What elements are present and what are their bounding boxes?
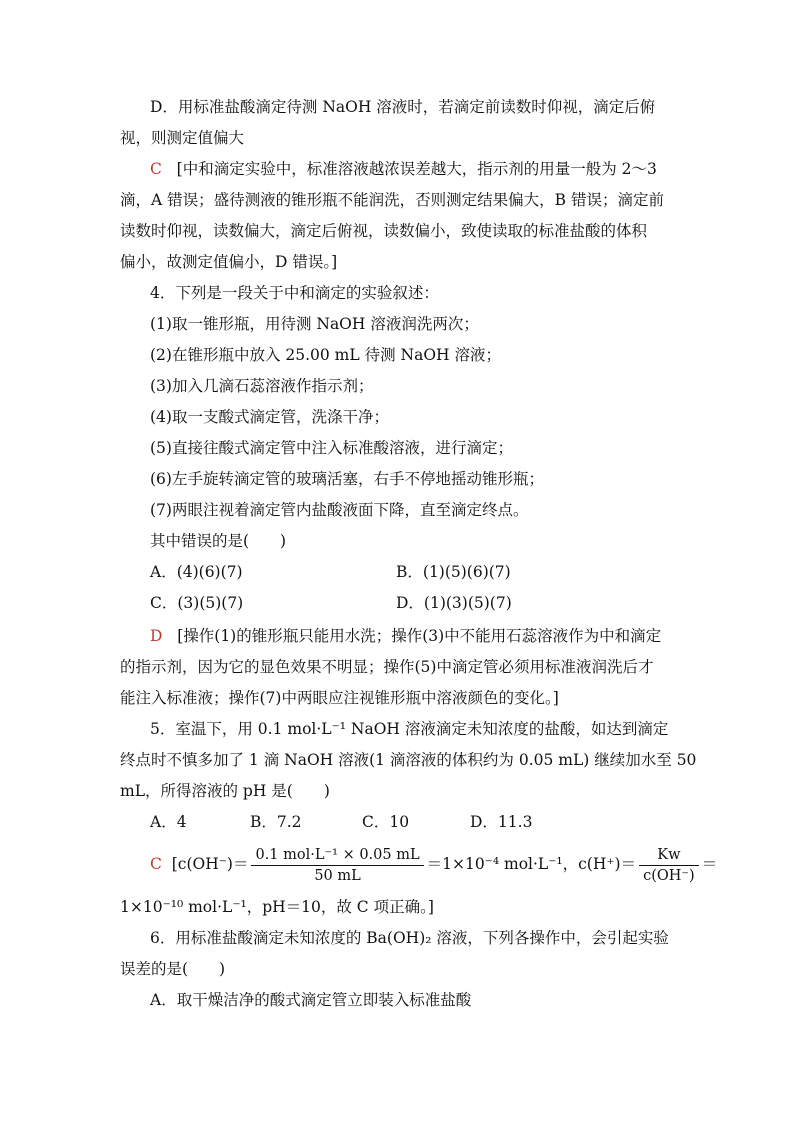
q6-option-a: A．取干燥洁净的酸式滴定管立即装入标准盐酸 [150,991,472,1009]
q5-explanation-line2: 1×10⁻¹⁰ mol·L⁻¹，pH＝10，故 C 项正确。] [120,898,434,916]
q4-step: (3)加入几滴石蕊溶液作指示剂； [150,377,374,395]
q3-explanation-line4: 偏小，故测定值偏小，D 错误。] [120,253,338,271]
q4-stem: 4．下列是一段关于中和滴定的实验叙述： [150,284,439,302]
q6-stem-line1: 6．用标准盐酸滴定未知浓度的 Ba(OH)₂ 溶液，下列各操作中，会引起实验 [150,929,669,947]
q3-explanation-line3: 读数时仰视，读数偏大，滴定后俯视，读数偏小，致使读取的标准盐酸的体积 [120,222,648,240]
q3-explanation-text: [中和滴定实验中，标准溶液越浓误差越大，指示剂的用量一般为 2～3 [176,160,657,178]
q6-stem-line2: 误差的是( ) [120,960,226,978]
q4-explanation-text: [操作(1)的锥形瓶只能用水洗；操作(3)中不能用石蕊溶液作为中和滴定 [177,627,662,645]
q4-step: (6)左手旋转滴定管的玻璃活塞，右手不停地摇动锥形瓶； [150,470,544,488]
q5-option-c: C．10 [362,813,410,831]
q4-step: (7)两眼注视着滴定管内盐酸液面下降，直至滴定终点。 [150,501,529,519]
q5-fraction-oh [251,846,423,885]
q4-explanation-line2: 的指示剂，因为它的显色效果不明显；操作(5)中滴定管必须用标准液润洗后才 [120,658,654,676]
q4-explanation-line3: 能注入标准液；操作(7)中两眼应注视锥形瓶中溶液颜色的变化。] [120,689,559,707]
q5-stem-line2: 终点时不慎多加了 1 滴 NaOH 溶液(1 滴溶液的体积约为 0.05 mL) 继续加水至 50 [120,751,697,769]
q5-option-a: A．4 [150,813,187,831]
q3-option-d-line1: D．用标准盐酸滴定待测 NaOH 溶液时，若滴定前读数时仰视，滴定后俯 [150,98,656,116]
q3-explanation-line2: 滴，A 错误；盛待测液的锥形瓶不能润洗，否则测定结果偏大，B 错误；滴定前 [120,191,664,209]
q3-explanation-line1 [150,158,657,180]
q5-fraction-h [639,846,699,885]
q5-option-d: D．11.3 [470,813,533,831]
q5-fraction-oh-denominator: 50 mL [314,867,361,884]
q5-option-b: B．7.2 [250,813,302,831]
q4-step: (4)取一支酸式滴定管，洗涤干净； [150,408,389,426]
q4-answer: D [150,627,163,645]
q4-step: (1)取一锥形瓶，用待测 NaOH 溶液润洗两次； [150,315,479,333]
q5-stem-line1: 5．室温下，用 0.1 mol·L⁻¹ NaOH 溶液滴定未知浓度的盐酸，如达到滴定 [150,720,669,738]
q4-option-c: C．(3)(5)(7) [150,594,244,612]
q5-expl-mid: ＝1×10⁻⁴ mol·L⁻¹，c(H⁺)＝ [426,855,637,873]
q5-stem-line3: mL，所得溶液的 pH 是( ) [120,782,330,800]
q5-explanation-line1 [150,841,717,887]
q4-step: (2)在锥形瓶中放入 25.00 mL 待测 NaOH 溶液； [150,346,501,364]
q5-expl-post: ＝ [701,855,718,873]
q4-question: 其中错误的是( ) [150,532,287,550]
q5-expl-pre: [c(OH⁻)＝ [171,855,249,873]
q4-option-b: B．(1)(5)(6)(7) [396,563,511,581]
q4-step: (5)直接往酸式滴定管中注入标准酸溶液，进行滴定； [150,439,513,457]
q4-option-d: D．(1)(3)(5)(7) [396,594,512,612]
q5-fraction-h-numerator: Kw [639,846,699,866]
q4-explanation-line1 [150,625,661,647]
q3-option-d-line2: 视，则测定值偏大 [120,129,245,147]
q5-answer: C [150,855,162,873]
q4-option-a: A．(4)(6)(7) [150,563,243,581]
q3-answer: C [150,160,162,178]
q5-fraction-h-denominator: c(OH⁻) [643,867,695,884]
q5-fraction-oh-numerator: 0.1 mol·L⁻¹ × 0.05 mL [251,846,423,866]
